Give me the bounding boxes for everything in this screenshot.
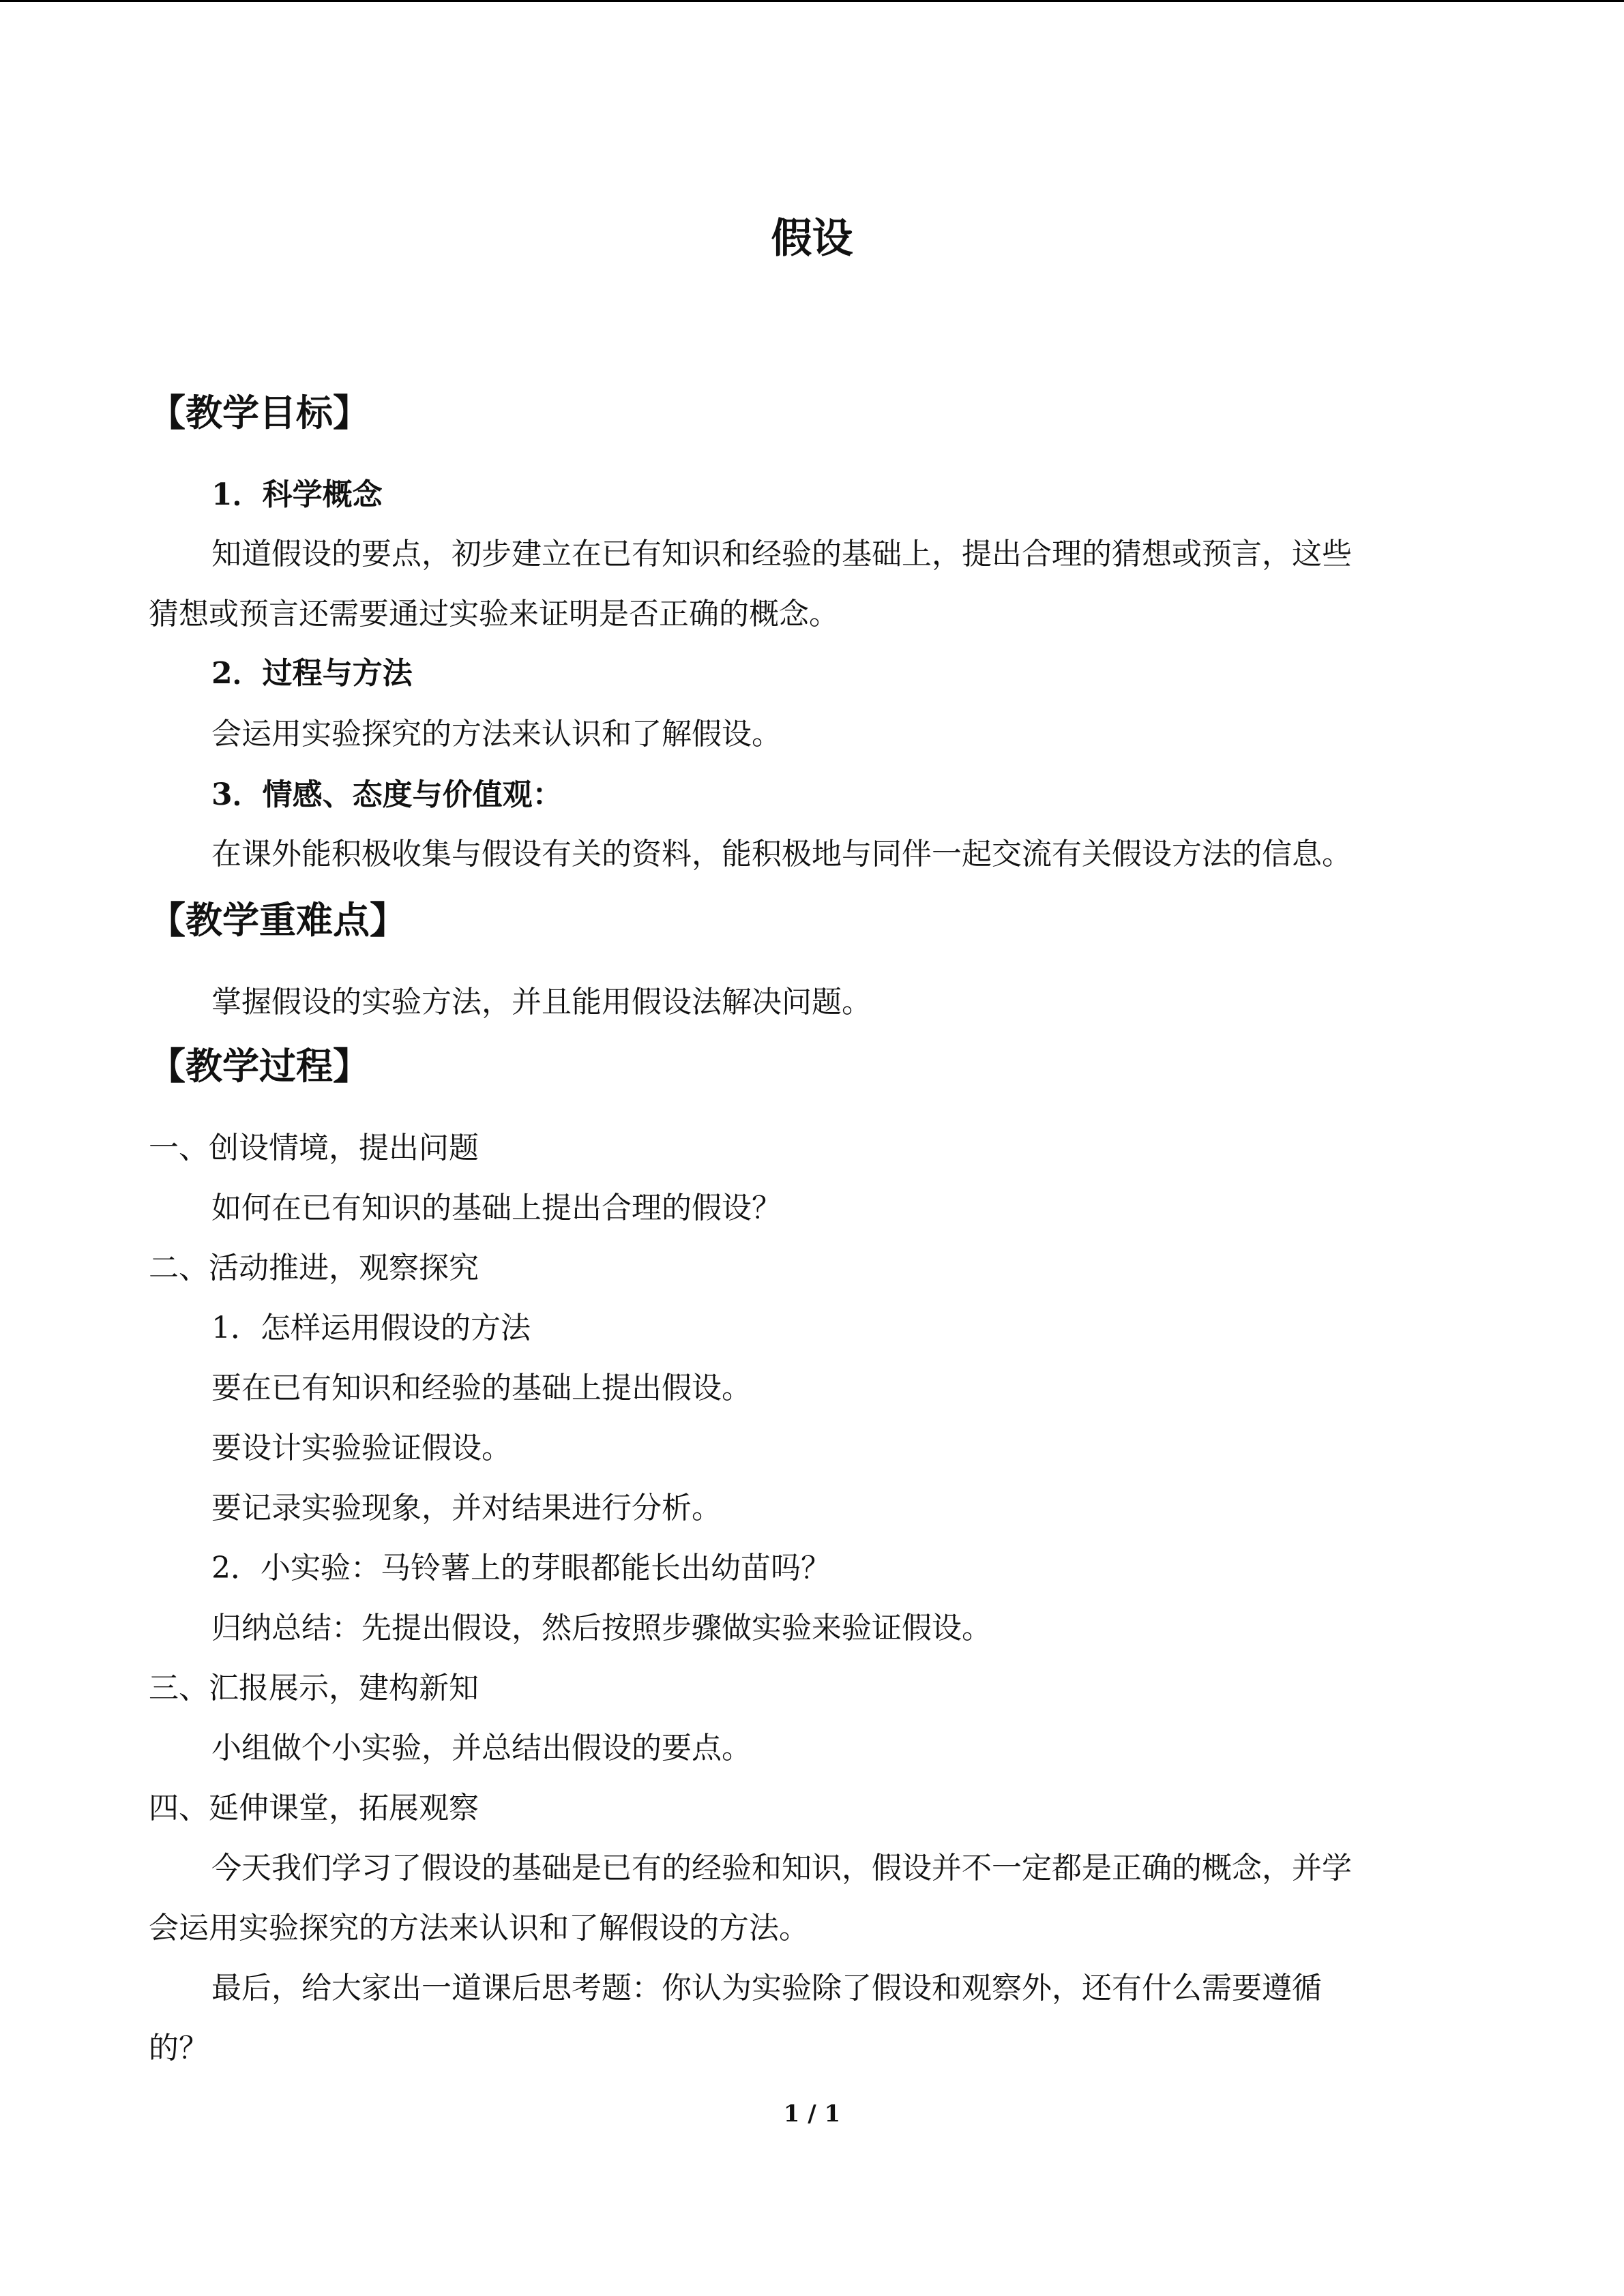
- process-step2-sub1-c: 要记录实验现象，并对结果进行分析。: [211, 1491, 722, 1525]
- objective-item2-text: 会运用实验探究的方法来认识和了解假设。: [211, 717, 782, 751]
- process-step3-text: 小组做个小实验，并总结出假设的要点。: [211, 1731, 752, 1765]
- key-points-text: 掌握假设的实验方法，并且能用假设法解决问题。: [211, 985, 872, 1019]
- process-step4-line4: 的？: [149, 2031, 209, 2066]
- process-step1-heading: 一、创设情境，提出问题: [149, 1131, 479, 1165]
- process-step2-sub1-a: 要在已有知识和经验的基础上提出假设。: [211, 1371, 752, 1405]
- section-heading-process: 【教学过程】: [149, 1044, 370, 1088]
- process-step2-sub1: 1．怎样运用假设的方法: [211, 1311, 531, 1345]
- objective-item1-line2: 猜想或预言还需要通过实验来证明是否正确的概念。: [149, 597, 839, 631]
- top-border-rule: [0, 0, 1624, 2]
- objective-item2-heading: 2．过程与方法: [211, 656, 413, 691]
- process-step2-heading: 二、活动推进，观察探究: [149, 1251, 479, 1285]
- objective-item1-heading: 1．科学概念: [211, 477, 383, 512]
- process-step4-heading: 四、延伸课堂，拓展观察: [149, 1791, 479, 1825]
- process-step2-sub2: 2．小实验：马铃薯上的芽眼都能长出幼苗吗？: [211, 1551, 831, 1585]
- objective-item1-line1: 知道假设的要点，初步建立在已有知识和经验的基础上，提出合理的猜想或预言，这些: [211, 537, 1352, 571]
- page-number: 1 / 1: [783, 2100, 841, 2128]
- objective-item3-heading: 3．情感、态度与价值观：: [211, 777, 563, 812]
- process-step4-line3: 最后，给大家出一道课后思考题：你认为实验除了假设和观察外，还有什么需要遵循: [211, 1971, 1322, 2006]
- objective-item3-text: 在课外能积极收集与假设有关的资料，能积极地与同伴一起交流有关假设方法的信息。: [211, 837, 1352, 871]
- process-step2-sub2-a: 归纳总结：先提出假设，然后按照步骤做实验来验证假设。: [211, 1611, 992, 1645]
- process-step4-line1: 今天我们学习了假设的基础是已有的经验和知识，假设并不一定都是正确的概念，并学: [211, 1851, 1352, 1885]
- process-step3-heading: 三、汇报展示，建构新知: [149, 1671, 479, 1705]
- process-step4-line2: 会运用实验探究的方法来认识和了解假设的方法。: [149, 1911, 809, 1945]
- section-heading-key-points: 【教学重难点】: [149, 898, 407, 942]
- section-heading-objectives: 【教学目标】: [149, 391, 370, 434]
- process-step2-sub1-b: 要设计实验验证假设。: [211, 1431, 512, 1465]
- page-title: 假设: [771, 215, 853, 263]
- process-step1-text: 如何在已有知识的基础上提出合理的假设？: [211, 1191, 782, 1225]
